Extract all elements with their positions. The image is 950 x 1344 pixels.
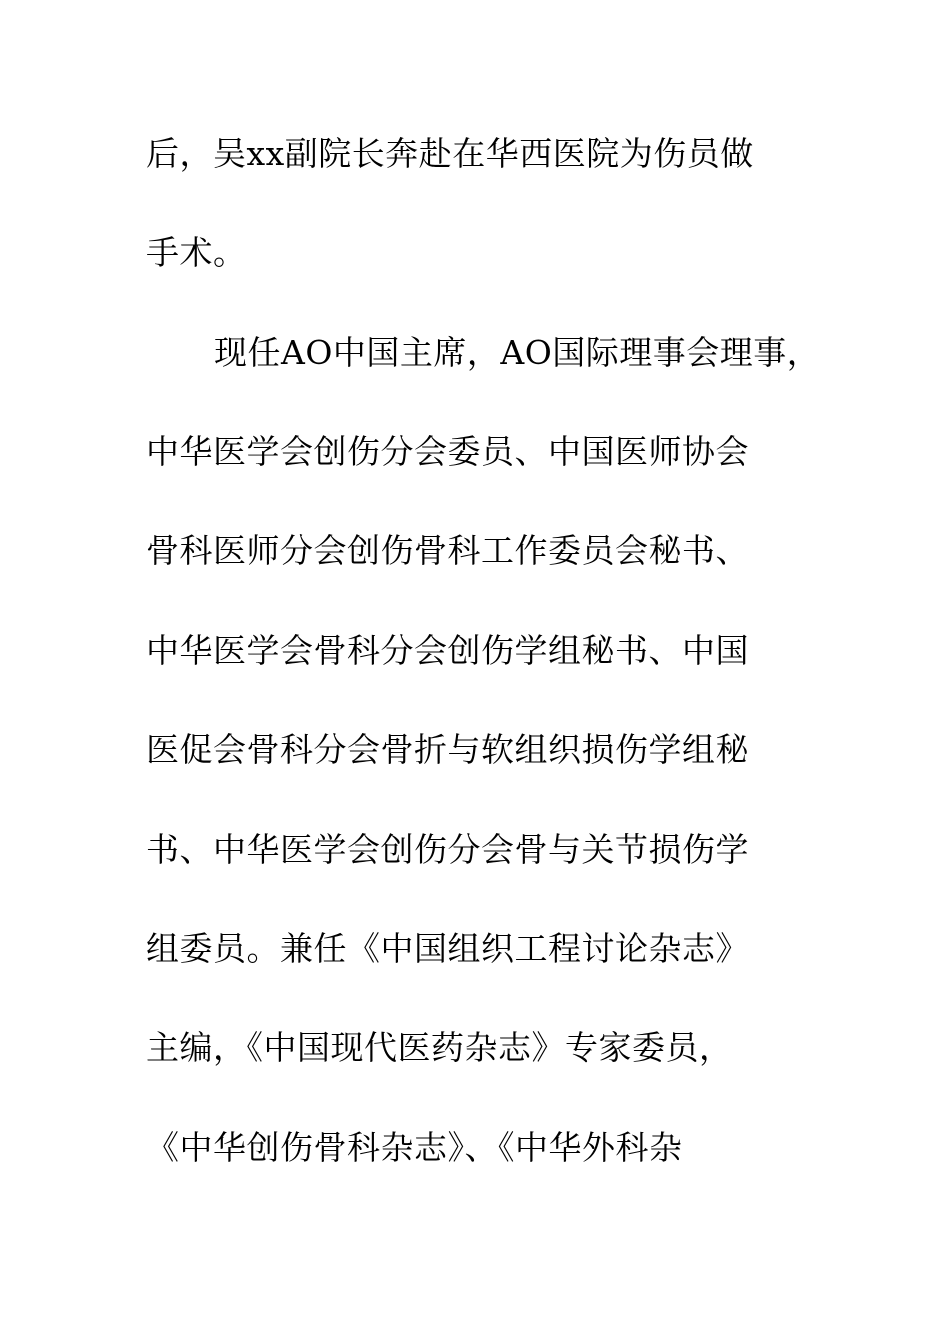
text-line-3: 现任AO中国主席，AO国际理事会理事， <box>214 333 821 372</box>
text-line-2: 手术。 <box>146 233 247 272</box>
text-line-1: 后，吴xx副院长奔赴在华西医院为伤员做 <box>146 134 754 173</box>
text-line-7: 医促会骨科分会骨折与软组织损伤学组秘 <box>146 730 749 769</box>
text-line-5: 骨科医师分会创伤骨科工作委员会秘书、 <box>146 531 749 570</box>
text-line-10: 主编，《中国现代医药杂志》专家委员， <box>146 1028 733 1067</box>
text-line-4: 中华医学会创伤分会委员、中国医师协会 <box>146 432 749 471</box>
text-line-6: 中华医学会骨科分会创伤学组秘书、中国 <box>146 631 749 670</box>
text-line-9: 组委员。兼任《中国组织工程讨论杂志》 <box>146 929 749 968</box>
text-line-8: 书、中华医学会创伤分会骨与关节损伤学 <box>146 830 749 869</box>
text-line-11: 《中华创伤骨科杂志》、《中华外科杂 <box>146 1128 683 1167</box>
